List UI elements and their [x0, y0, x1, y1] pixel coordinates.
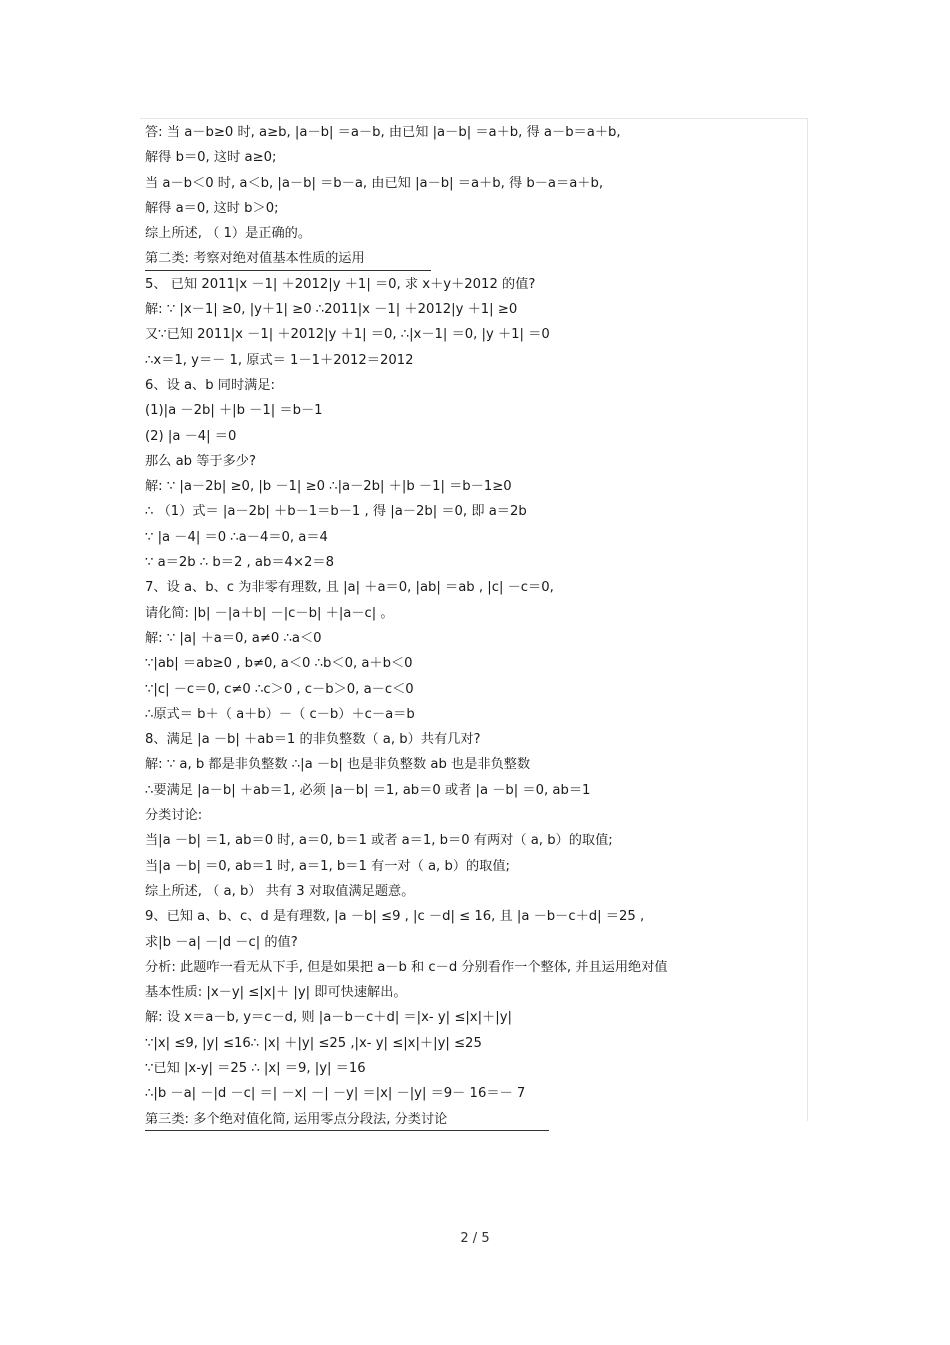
- line-text: 解得 b＝0, 这时 a≥0;: [145, 150, 277, 166]
- line-text: 那么 ab 等于多少?: [145, 453, 256, 469]
- text-line: [145, 854, 805, 879]
- text-line: [145, 980, 805, 1005]
- line-text: 又∵已知 2011|x －1| ＋2012|y ＋1| ＝0, ∴|x－1| ＝0, |y ＋1| ＝0: [145, 327, 550, 343]
- text-line: [145, 499, 805, 524]
- text-line: [145, 803, 805, 828]
- text-line: [145, 398, 805, 423]
- text-line: [145, 879, 805, 904]
- line-text: 当|a －b| ＝1, ab＝0 时, a＝0, b＝1 或者 a＝1, b＝0 有两对（ a, b）的取值;: [145, 833, 613, 849]
- text-line: [145, 677, 805, 702]
- section-heading: [145, 246, 805, 271]
- line-text: ∵|x| ≤9, |y| ≤16∴ |x| ＋|y| ≤25 ,|x- y| ≤|x|＋|y| ≤25: [145, 1035, 482, 1051]
- text-line: [145, 1056, 805, 1081]
- text-line: [145, 575, 805, 600]
- line-text: 解: ∵ |x－1| ≥0, |y＋1| ≥0 ∴2011|x －1| ＋2012|y ＋1| ≥0: [145, 302, 518, 318]
- text-line: [145, 828, 805, 853]
- text-line: [145, 297, 805, 322]
- line-text: ∴要满足 |a－b| ＋ab＝1, 必须 |a－b| ＝1, ab＝0 或者 |a －b| ＝0, ab＝1: [145, 782, 591, 798]
- text-line: [145, 373, 805, 398]
- line-text: 8、满足 |a －b| ＋ab＝1 的非负整数（ a, b）共有几对?: [145, 732, 481, 748]
- line-text: ∵|c| －c＝0, c≠0 ∴c＞0 , c－b＞0, a－c＜0: [145, 681, 414, 697]
- text-line: [145, 930, 805, 955]
- text-line: [145, 651, 805, 676]
- text-line: [145, 474, 805, 499]
- line-text: 分析: 此题咋一看无从下手, 但是如果把 a－b 和 c－d 分别看作一个整体, 并且运用绝对值: [145, 959, 668, 975]
- section-underline: [145, 1130, 549, 1131]
- line-text: 9、已知 a、b、c、d 是有理数, |a －b| ≤9 , |c －d| ≤ 16, 且 |a －b－c＋d| ＝25 ,: [145, 909, 645, 925]
- text-line: [145, 601, 805, 626]
- line-text: ∵已知 |x-y| ＝25 ∴ |x| ＝9, |y| ＝16: [145, 1060, 366, 1076]
- line-text: 解得 a＝0, 这时 b＞0;: [145, 200, 279, 216]
- line-text: 综上所述, （ a, b） 共有 3 对取值满足题意。: [145, 883, 415, 899]
- text-line: [145, 348, 805, 373]
- line-text: 请化简: |b| －|a＋b| －|c－b| ＋|a－c| 。: [145, 605, 394, 621]
- text-line: [145, 272, 805, 297]
- section-heading: [145, 1107, 805, 1132]
- text-line: [145, 145, 805, 170]
- line-text: (1)|a －2b| ＋|b －1| ＝b－1: [145, 403, 323, 419]
- line-text: 分类讨论:: [145, 808, 203, 824]
- text-line: [145, 196, 805, 221]
- line-text: 解: 设 x＝a－b, y＝c－d, 则 |a－b－c＋d| ＝|x- y| ≤|x|＋|y|: [145, 1010, 512, 1026]
- text-line: [145, 424, 805, 449]
- line-text: ∵|ab| ＝ab≥0 , b≠0, a＜0 ∴b＜0, a＋b＜0: [145, 656, 413, 672]
- text-line: [145, 752, 805, 777]
- text-line: [145, 550, 805, 575]
- line-text: ∴|b －a| －|d －c| ＝| －x| －| －y| ＝|x| －|y| ＝9－ 16＝－ 7: [145, 1086, 526, 1102]
- line-text: 当|a －b| ＝0, ab＝1 时, a＝1, b＝1 有一对（ a, b）的取值;: [145, 858, 511, 874]
- line-text: 6、设 a、b 同时满足:: [145, 377, 275, 393]
- line-text: ∵ |a －4| ＝0 ∴a－4＝0, a＝4: [145, 529, 328, 545]
- text-line: [145, 1031, 805, 1056]
- line-text: 第三类: 多个绝对值化简, 运用零点分段法, 分类讨论: [145, 1111, 448, 1127]
- line-text: 综上所述, （ 1）是正确的。: [145, 226, 312, 242]
- line-text: 解: ∵ a, b 都是非负整数 ∴|a －b| 也是非负整数 ab 也是非负整数: [145, 757, 531, 773]
- line-text: (2) |a －4| ＝0: [145, 428, 237, 444]
- text-line: [145, 171, 805, 196]
- text-line: [145, 1081, 805, 1106]
- line-text: 5、 已知 2011|x －1| ＋2012|y ＋1| ＝0, 求 x＋y＋2012 的值?: [145, 276, 536, 292]
- line-text: 第二类: 考察对绝对值基本性质的运用: [145, 251, 365, 267]
- line-text: ∴ （1）式＝ |a－2b| ＋b－1＝b－1 , 得 |a－2b| ＝0, 即 a＝2b: [145, 504, 527, 520]
- text-line: [145, 702, 805, 727]
- section-underline: [145, 270, 431, 271]
- line-text: ∵ a＝2b ∴ b＝2 , ab＝4×2＝8: [145, 555, 334, 571]
- text-line: [145, 221, 805, 246]
- line-text: 答: 当 a－b≥0 时, a≥b, |a－b| ＝a－b, 由已知 |a－b| ＝a＋b, 得 a－b＝a＋b,: [145, 125, 621, 140]
- line-text: 求|b －a| －|d －c| 的值?: [145, 934, 298, 950]
- line-text: 当 a－b＜0 时, a＜b, |a－b| ＝b－a, 由已知 |a－b| ＝a＋b, 得 b－a＝a＋b,: [145, 175, 604, 191]
- text-line: [145, 626, 805, 651]
- text-line: [145, 727, 805, 752]
- text-line: [145, 904, 805, 929]
- line-text: 解: ∵ |a| ＋a＝0, a≠0 ∴a＜0: [145, 630, 322, 646]
- line-text: 解: ∵ |a－2b| ≥0, |b －1| ≥0 ∴|a－2b| ＋|b －1| ＝b－1≥0: [145, 479, 512, 495]
- text-line: [145, 525, 805, 550]
- document-body: [145, 120, 805, 1132]
- line-text: ∴原式＝ b＋（ a＋b）－（ c－b）＋c－a＝b: [145, 706, 415, 722]
- text-line: [145, 449, 805, 474]
- line-text: ∴x＝1, y＝－ 1, 原式＝ 1－1＋2012＝2012: [145, 352, 414, 368]
- text-line: [145, 120, 805, 145]
- line-text: 7、设 a、b、c 为非零有理数, 且 |a| ＋a＝0, |ab| ＝ab , |c| －c＝0,: [145, 580, 554, 596]
- text-line: [145, 1005, 805, 1030]
- text-line: [145, 322, 805, 347]
- text-line: [145, 955, 805, 980]
- page-number: 2 / 5: [460, 1231, 490, 1246]
- line-text: 基本性质: |x－y| ≤|x|＋ |y| 即可快速解出。: [145, 985, 407, 1001]
- text-line: [145, 778, 805, 803]
